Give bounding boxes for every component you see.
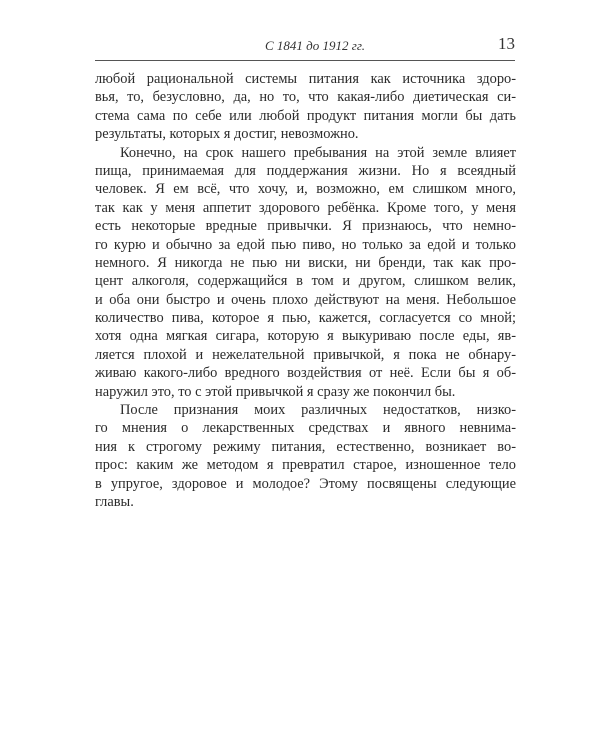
text-line: количество пива, которое я пью, кажется, согласуется со мной;: [95, 310, 516, 327]
paragraph-2: [95, 144, 516, 401]
body-text: [95, 70, 516, 511]
text-line: главы.: [95, 493, 134, 510]
text-line: го мнения о лекарственных средствах и явного невнима-: [95, 420, 516, 437]
page-header: [95, 34, 515, 56]
paragraph-3: [95, 401, 516, 511]
text-line: наружил это, то с этой привычкой я сразу же покончил бы.: [95, 383, 456, 400]
text-line: го курю и обычно за едой пью пиво, но только за едой и только: [95, 236, 516, 253]
paragraph-1: [95, 70, 516, 144]
text-line: Конечно, на срок нашего пребывания на этой земле влияет: [120, 144, 516, 161]
running-head: С 1841 до 1912 гг.: [265, 38, 365, 53]
text-line: любой рациональной системы питания как источника здоро-: [95, 71, 516, 87]
page-number: 13: [498, 34, 515, 53]
text-line: ния к строгому режиму питания, естественно, возникает во-: [95, 438, 516, 455]
text-line: человек. Я ем всё, что хочу, и, возможно, ем слишком много,: [95, 181, 516, 198]
text-line: живаю какого-либо вредного воздействия от неё. Если бы я об-: [95, 365, 516, 382]
text-line: результаты, которых я достиг, невозможно.: [95, 126, 359, 143]
header-rule: [95, 60, 515, 61]
text-line: и оба они быстро и очень плохо действуют на меня. Небольшое: [95, 291, 516, 308]
text-line: После признания моих различных недостатков, низко-: [120, 402, 516, 419]
text-line: прос: каким же методом я превратил старое, изношенное тело: [95, 457, 516, 474]
text-line: цент алкоголя, содержащийся в том и другом, слишком велик,: [95, 273, 516, 290]
text-line: стема сама по себе или любой продукт питания могли бы дать: [95, 107, 516, 124]
text-line: так как у меня аппетит здорового ребёнка. Кроме того, у меня: [95, 199, 516, 216]
text-line: в упругое, здоровое и молодое? Этому посвящены следующие: [95, 475, 516, 492]
text-line: ляется плохой и нежелательной привычкой, я пока не обнару-: [95, 346, 516, 363]
text-line: вья, то, безусловно, да, но то, что какая-либо диетическая си-: [95, 89, 516, 106]
text-line: есть некоторые вредные привычки. Я признаюсь, что немно-: [95, 218, 516, 235]
text-line: пища, принимаемая для поддержания жизни. Но я всеядный: [95, 162, 516, 179]
text-line: немного. Я никогда не пью ни виски, ни бренди, так как про-: [95, 254, 516, 271]
text-line: хотя одна мягкая сигара, которую я выкуриваю после еды, яв-: [95, 328, 516, 345]
